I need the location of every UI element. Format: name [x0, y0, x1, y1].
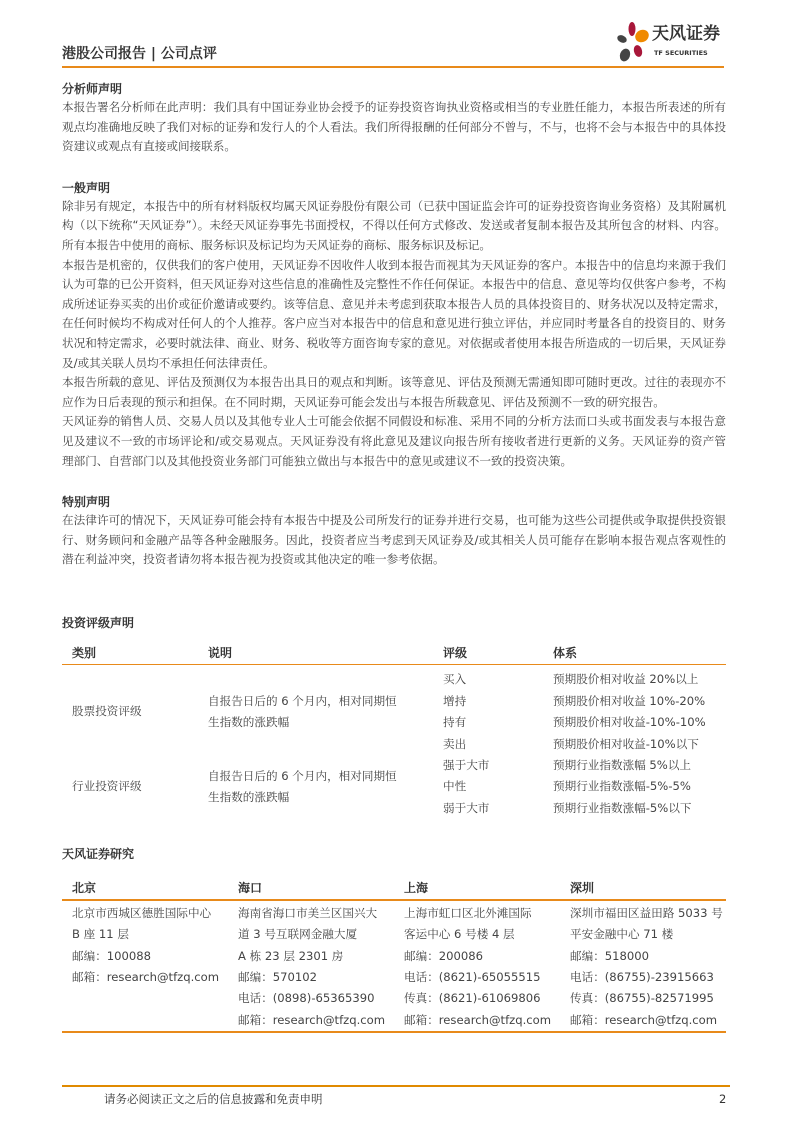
rating-system: 预期股价相对收益 10%-20% [553, 693, 706, 708]
office-line: 道 3 号互联网金融大厦 [238, 927, 358, 942]
rating-rows [443, 669, 726, 755]
rating-system: 预期行业指数涨幅-5%-5% [553, 779, 691, 794]
office-line: B 座 11 层 [72, 927, 129, 942]
rating-desc-line: 自报告日后的 6 个月内，相对同期恒 [208, 693, 397, 708]
footer-divider [62, 1085, 730, 1087]
rating-desc-line: 自报告日后的 6 个月内，相对同期恒 [208, 768, 397, 783]
general-statement-title: 一般声明 [62, 180, 111, 195]
office-line: 海南省海口市美兰区国兴大 [238, 905, 378, 920]
office-line: 电话：(86755)-23915663 [570, 969, 714, 984]
rating-desc-line: 生指数的涨跌幅 [208, 715, 290, 730]
rating-row [443, 669, 726, 690]
tf-securities-logo [614, 22, 734, 64]
paragraph: 本报告所载的意见、评估及预测仅为本报告出具日的观点和判断。该等意见、评估及预测无需通知即可随时更改。过往的表现亦不应作为日后表现的预示和担保。在不同时期，天风证券可能会发出与本报告所载意见、评估及预测不一致的研究报告。 [62, 375, 726, 409]
rating-desc [208, 766, 443, 809]
rating-level: 中性 [443, 779, 467, 794]
analyst-statement [62, 80, 726, 157]
contact-table-bottom [62, 1031, 726, 1033]
paragraph: 天风证券的销售人员、交易人员以及其他专业人士可能会依据不同假设和标准、采用不同的分析方法而口头或书面发表与本报告意见及建议不一致的市场评论和/或交易观点。天风证券没有将此意见及建议向报告所有接收者进行更新的义务。天风证券的资产管理部门、自营部门以及其他投资业务部门可能独立做出与本报告中的意见或建议不一致的投资决策。 [62, 414, 726, 468]
office-line: A 栋 23 层 2301 房 [238, 948, 344, 963]
page-footer [0, 1085, 794, 1123]
rating-table-header [62, 644, 726, 664]
rating-statement [62, 614, 726, 819]
rating-system: 预期股价相对收益 20%以上 [553, 672, 699, 687]
office-column [570, 903, 726, 1031]
rating-system: 预期股价相对收益-10%以下 [553, 736, 699, 751]
paragraph: 本报告是机密的，仅供我们的客户使用，天风证券不因收件人收到本报告而视其为天风证券的客户。本报告中的信息均来源于我们认为可靠的已公开资料，但天风证券对这些信息的准确性及完整性不作任何保证。本报告中的信息、意见等均仅供客户参考，不构成所述证券买卖的出价或征价邀请或要约。该等信息、意见并未考虑到获取本报告人员的具体投资目的、财务状况以及特定需求，在任何时候均不构成对任何人的个人推荐。客户应当对本报告中的信息和意见进行独立评估，并应同时考量各自的投资目的、财务状况和特定需求，必要时就法律、商业、财务、税收等方面咨询专家的意见。对依据或者使用本报告所造成的一切后果，天风证券及/或其关联人员均不承担任何法律责任。 [62, 257, 726, 370]
rating-level: 增持 [443, 693, 467, 708]
rating-category: 行业投资评级 [72, 779, 142, 794]
office-column [72, 903, 238, 1031]
footer-disclaimer: 请务必阅读正文之后的信息披露和免责申明 [104, 1092, 323, 1106]
special-statement-body [62, 511, 726, 570]
rating-row [443, 734, 726, 755]
rating-table-body [62, 665, 726, 819]
office-line: 邮编：200086 [404, 948, 484, 963]
office-line: 电话：(0898)-65365390 [238, 991, 375, 1006]
rating-level: 持有 [443, 715, 467, 730]
rating-statement-title: 投资评级声明 [62, 615, 135, 630]
rating-rows [443, 755, 726, 819]
special-statement-title: 特别声明 [62, 495, 111, 510]
office-line: 邮箱：research@tfzq.com [570, 1012, 718, 1027]
office-line: 电话：(8621)-65055515 [404, 969, 541, 984]
office-city: 北京 [72, 881, 97, 896]
office-line: 邮编：518000 [570, 948, 650, 963]
rating-row [443, 798, 726, 819]
rating-desc [208, 691, 443, 734]
office-line: 传真：(8621)-61069806 [404, 991, 541, 1006]
analyst-statement-body [62, 98, 726, 157]
rating-category: 股票投资评级 [72, 704, 142, 719]
office-column [238, 903, 404, 1031]
logo-en-text: TF SECURITIES [654, 49, 708, 57]
rating-level: 卖出 [443, 736, 467, 751]
rating-header-system: 体系 [553, 645, 578, 660]
paragraph: 本报告署名分析师在此声明：我们具有中国证券业协会授予的证券投资咨询执业资格或相当的专业胜任能力，本报告所表述的所有观点均准确地反映了我们对标的证券和发行人的个人看法。我们所得报酬的任何部分不曾与，不与，也将不会与本报告中的具体投资建议或观点有直接或间接联系。 [62, 100, 726, 154]
rating-row [443, 755, 726, 776]
special-statement [62, 493, 726, 570]
rating-header-desc: 说明 [208, 645, 233, 660]
header-divider [62, 66, 724, 68]
office-line: 上海市虹口区北外滩国际 [404, 905, 532, 920]
rating-header-category: 类别 [72, 645, 97, 660]
rating-level: 强于大市 [443, 758, 490, 772]
rating-system: 预期行业指数涨幅 5%以上 [553, 758, 692, 772]
general-statement-body [62, 197, 726, 471]
office-column [404, 903, 570, 1031]
office-line: 邮编：570102 [238, 969, 318, 984]
office-city: 上海 [404, 881, 429, 896]
rating-level: 买入 [443, 672, 467, 687]
rating-system: 预期股价相对收益-10%-10% [553, 715, 706, 730]
office-line: 平安金融中心 71 楼 [570, 927, 674, 942]
rating-header-rating: 评级 [443, 645, 468, 660]
office-line: 北京市西城区德胜国际中心 [72, 905, 212, 920]
page-content [0, 70, 794, 1065]
rating-level: 弱于大市 [443, 800, 490, 815]
analyst-statement-title: 分析师声明 [62, 82, 123, 96]
office-line: 邮箱：research@tfzq.com [72, 969, 220, 984]
logo-cn-text: 天风证券 [652, 24, 720, 44]
contact-table-header [62, 879, 726, 899]
report-type-title: 港股公司报告 | 公司点评 [62, 46, 217, 62]
office-city: 海口 [238, 881, 263, 896]
page-header [0, 0, 794, 70]
rating-row [443, 712, 726, 733]
rating-row [443, 691, 726, 712]
page-number: 2 [719, 1092, 727, 1106]
office-line: 邮箱：research@tfzq.com [404, 1012, 552, 1027]
office-line: 深圳市福田区益田路 5033 号 [570, 905, 723, 920]
paragraph: 除非另有规定，本报告中的所有材料版权均属天风证券股份有限公司（已获中国证监会许可的证券投资咨询业务资格）及其附属机构（以下统称“天风证券”）。未经天风证券事先书面授权，不得以任何方式修改、发送或者复制本报告及其所包含的材料、内容。所有本报告中使用的商标、服务标识及标记均为天风证券的商标、服务标识及标记。 [62, 198, 726, 252]
rating-desc-line: 生指数的涨跌幅 [208, 790, 290, 805]
office-line: 客运中心 6 号楼 4 层 [404, 927, 515, 942]
office-line: 邮箱：research@tfzq.com [238, 1012, 386, 1027]
office-line: 传真：(86755)-82571995 [570, 991, 714, 1006]
office-line: 邮编：100088 [72, 948, 152, 963]
paragraph: 在法律许可的情况下，天风证券可能会持有本报告中提及公司所发行的证券并进行交易，也可能为这些公司提供或争取提供投资银行、财务顾问和金融产品等各种金融服务。因此，投资者应当考虑到天风证券及/或其相关人员可能存在影响本报告观点客观性的潜在利益冲突，投资者请勿将本报告视为投资或其他决定的唯一参考依据。 [62, 513, 726, 567]
rating-group [62, 755, 726, 819]
rating-group [62, 669, 726, 755]
contact-table-body [62, 901, 726, 1031]
research-contacts [62, 845, 726, 1032]
logo-flower-icon [614, 22, 650, 64]
rating-system: 预期行业指数涨幅-5%以下 [553, 800, 692, 815]
general-statement [62, 179, 726, 471]
rating-row [443, 776, 726, 797]
research-title: 天风证券研究 [62, 847, 135, 862]
office-city: 深圳 [570, 881, 595, 896]
